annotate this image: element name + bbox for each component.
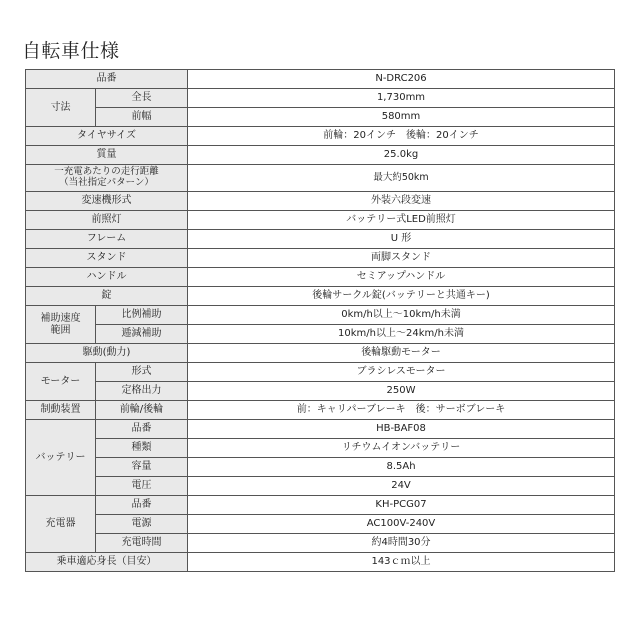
table-row	[26, 108, 615, 127]
table-row	[26, 287, 615, 306]
row-value-gear: 外装六段変速	[188, 192, 615, 211]
table-row	[26, 477, 615, 496]
table-row	[26, 382, 615, 401]
spec-table	[25, 69, 615, 572]
row-label-battery-model: 品番	[96, 420, 188, 439]
table-row	[26, 192, 615, 211]
row-value-battery-type: リチウムイオンバッテリー	[188, 439, 615, 458]
group-label-size: 寸法	[26, 89, 96, 127]
group-label-assist	[26, 306, 96, 344]
row-value-width: 580mm	[188, 108, 615, 127]
table-row	[26, 363, 615, 382]
row-label-tire: タイヤサイズ	[26, 127, 188, 146]
row-label-motor-type: 形式	[96, 363, 188, 382]
row-label-proportional: 比例補助	[96, 306, 188, 325]
row-label-battery-voltage: 電圧	[96, 477, 188, 496]
row-label-battery-type: 種類	[96, 439, 188, 458]
table-row	[26, 146, 615, 165]
row-value-rider-height: 143ｃｍ以上	[188, 553, 615, 572]
table-row	[26, 496, 615, 515]
group-label-assist-line1: 補助速度	[40, 313, 81, 324]
row-value-motor-output: 250W	[188, 382, 615, 401]
row-label-range-line1: 一充電あたりの走行距離	[54, 166, 159, 178]
table-row	[26, 249, 615, 268]
row-label-battery-capacity: 容量	[96, 458, 188, 477]
table-row	[26, 268, 615, 287]
row-value-battery-capacity: 8.5Ah	[188, 458, 615, 477]
row-value-diminishing: 10km/h以上～24km/h未満	[188, 325, 615, 344]
row-value-range: 最大約50km	[188, 165, 615, 192]
table-row	[26, 553, 615, 572]
row-value-length: 1,730mm	[188, 89, 615, 108]
row-value-handle: セミアップハンドル	[188, 268, 615, 287]
row-label-length: 全長	[96, 89, 188, 108]
row-value-lock: 後輪サークル錠(バッテリーと共通キー)	[188, 287, 615, 306]
row-value-charger-model: KH-PCG07	[188, 496, 615, 515]
table-row	[26, 165, 615, 192]
row-label-gear: 変速機形式	[26, 192, 188, 211]
row-value-stand: 両脚スタンド	[188, 249, 615, 268]
row-value-tire: 前輪：20インチ 後輪：20インチ	[188, 127, 615, 146]
table-row	[26, 230, 615, 249]
table-row	[26, 211, 615, 230]
row-label-motor-output: 定格出力	[96, 382, 188, 401]
row-value-brake: 前：キャリパーブレーキ 後：サーボブレーキ	[188, 401, 615, 420]
row-value-motor-type: ブラシレスモーター	[188, 363, 615, 382]
row-label-stand: スタンド	[26, 249, 188, 268]
row-value-weight: 25.0kg	[188, 146, 615, 165]
table-row	[26, 458, 615, 477]
page-title: 自転車仕様	[22, 40, 120, 62]
row-value-model: N-DRC206	[188, 70, 615, 89]
row-value-headlight: バッテリー式LED前照灯	[188, 211, 615, 230]
table-row	[26, 344, 615, 363]
table-row	[26, 306, 615, 325]
group-label-battery: バッテリー	[26, 420, 96, 496]
row-value-charger-time: 約4時間30分	[188, 534, 615, 553]
row-value-battery-model: HB-BAF08	[188, 420, 615, 439]
group-label-brake: 制動装置	[26, 401, 96, 420]
table-row	[26, 420, 615, 439]
row-label-model: 品番	[26, 70, 188, 89]
row-label-charger-power: 電源	[96, 515, 188, 534]
row-label-charger-time: 充電時間	[96, 534, 188, 553]
row-label-range-line2: （当社指定パターン）	[59, 177, 154, 188]
group-label-assist-line2: 範囲	[50, 324, 71, 336]
row-label-frame: フレーム	[26, 230, 188, 249]
row-value-drive: 後輪駆動モーター	[188, 344, 615, 363]
row-label-weight: 質量	[26, 146, 188, 165]
row-label-handle: ハンドル	[26, 268, 188, 287]
row-label-width: 前幅	[96, 108, 188, 127]
group-label-charger: 充電器	[26, 496, 96, 553]
row-value-proportional: 0km/h以上～10km/h未満	[188, 306, 615, 325]
row-label-headlight: 前照灯	[26, 211, 188, 230]
row-label-charger-model: 品番	[96, 496, 188, 515]
row-value-frame: U 形	[188, 230, 615, 249]
row-label-rider-height: 乗車適応身長（目安）	[26, 553, 188, 572]
table-row	[26, 325, 615, 344]
table-row	[26, 515, 615, 534]
table-row	[26, 127, 615, 146]
table-row	[26, 439, 615, 458]
table-row	[26, 401, 615, 420]
table-row	[26, 89, 615, 108]
row-label-brake: 前輪/後輪	[96, 401, 188, 420]
row-value-charger-power: AC100V-240V	[188, 515, 615, 534]
row-label-lock: 錠	[26, 287, 188, 306]
table-row	[26, 534, 615, 553]
table-row	[26, 70, 615, 89]
row-label-diminishing: 逓減補助	[96, 325, 188, 344]
row-label-drive: 駆動(動力)	[26, 344, 188, 363]
group-label-motor: モーター	[26, 363, 96, 401]
row-value-battery-voltage: 24V	[188, 477, 615, 496]
row-label-range	[26, 165, 188, 192]
